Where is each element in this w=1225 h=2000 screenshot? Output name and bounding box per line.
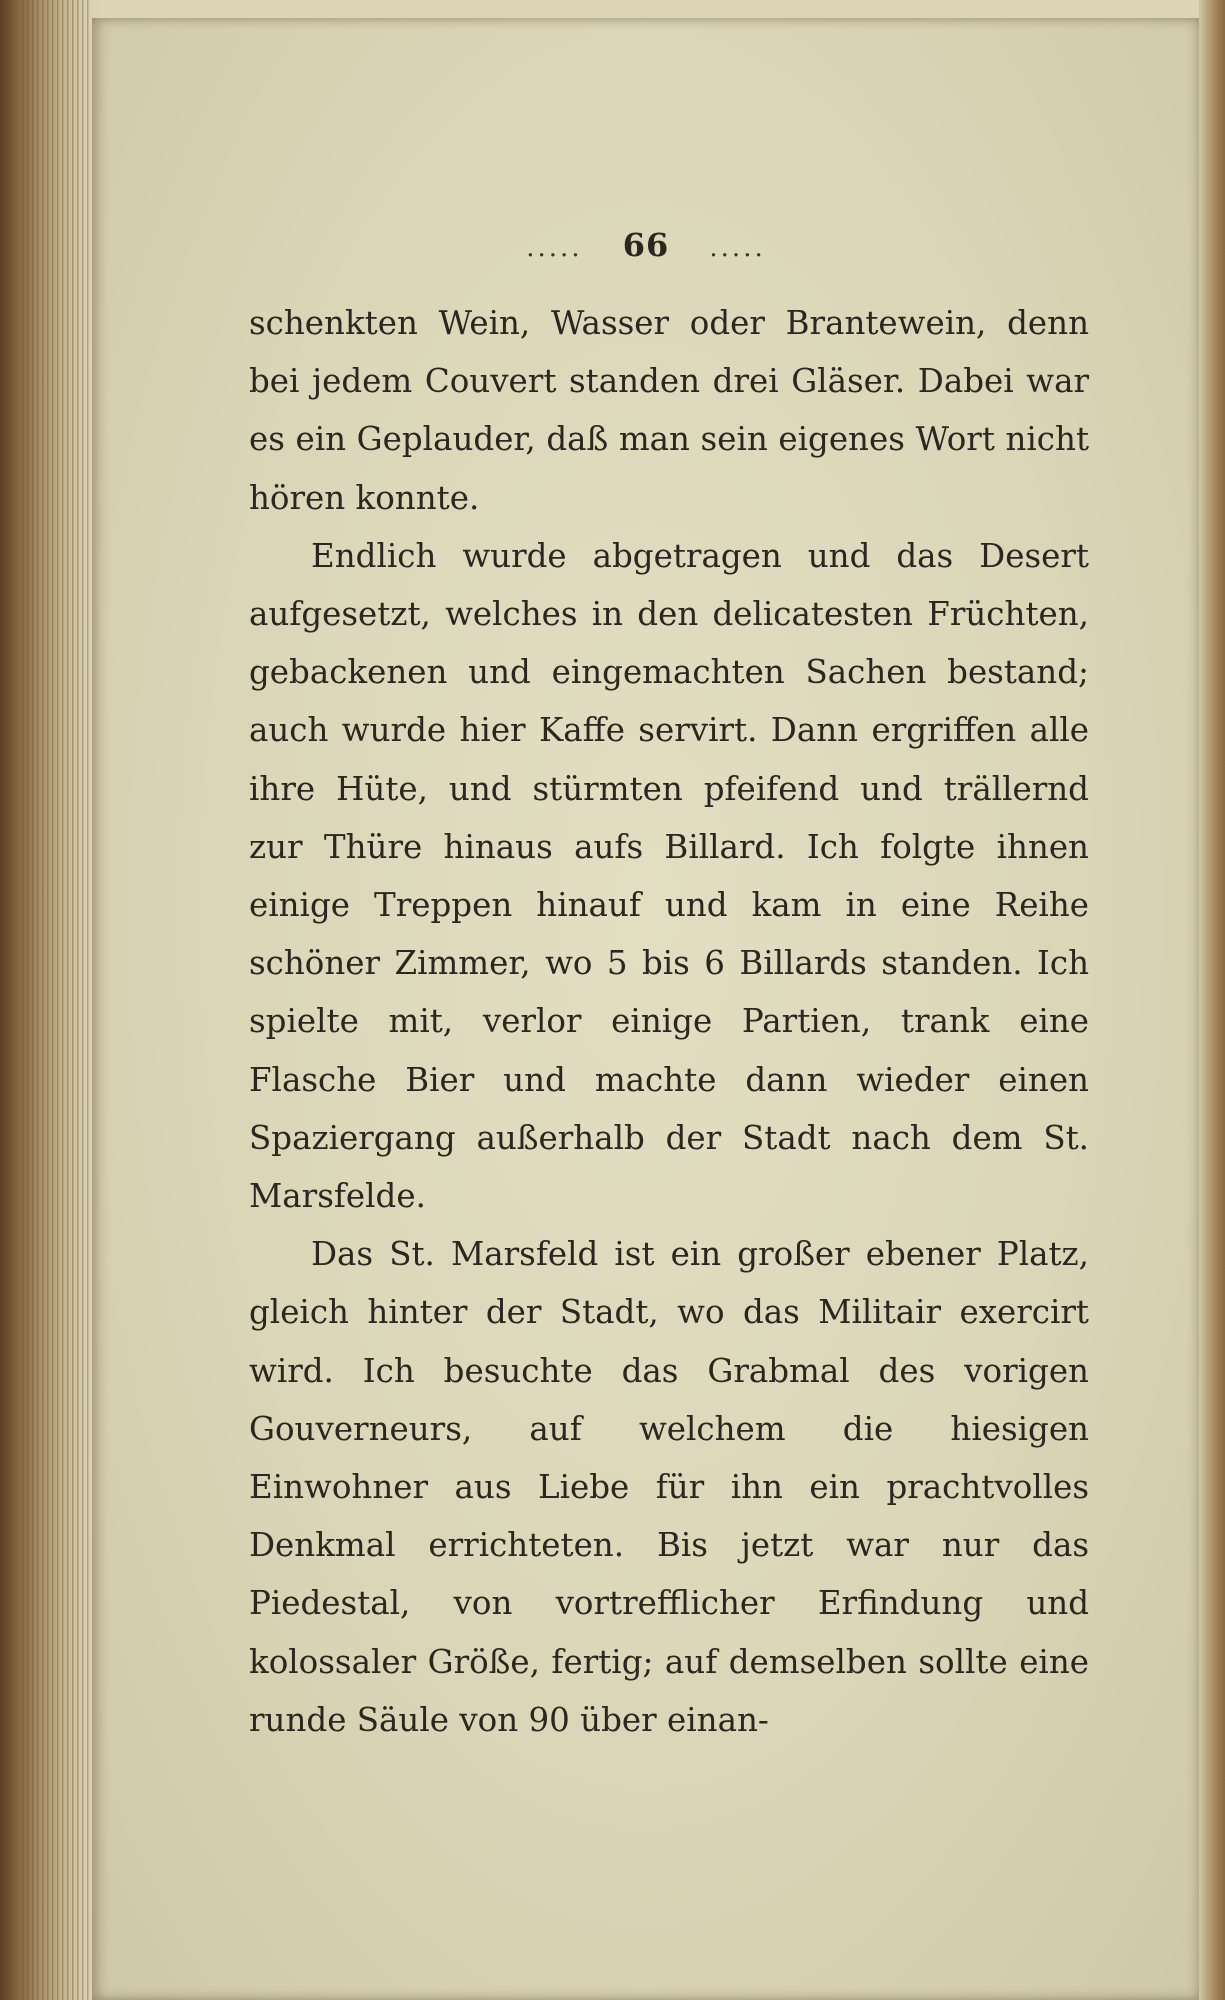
book-page: [92, 18, 1200, 2000]
body-text: [249, 294, 1089, 1749]
paragraph: Endlich wurde abgetragen und das Desert aufgesetzt, welches in den delicatesten Früchten, gebackenen und eingemachten Sachen bestand; auch wurde hier Kaffe servirt. Dann ergriffen alle ihre Hüte, und stürmten pfeifend und trällernd zur Thüre hinaus aufs Billard. Ich folgte ihnen einige Treppen hinauf und kam in eine Reihe schöner Zimmer, wo 5 bis 6 Billards standen. Ich spielte mit, verlor einige Partien, trank eine Flasche Bier und machte dann wieder einen Spaziergang außerhalb der Stadt nach dem St. Marsfelde.: [249, 536, 1089, 1216]
header-dots-left: .....: [526, 233, 583, 263]
paragraph: Das St. Marsfeld ist ein großer ebener Platz, gleich hinter der Stadt, wo das Militair exercirt wird. Ich besuchte das Grabmal des vorigen Gouverneurs, auf welchem die hiesigen Einwohner aus Liebe für ihn ein prachtvolles Denkmal errichteten. Bis jetzt war nur das Piedestal, von vortrefflicher Erfindung und kolossaler Größe, fertig; auf demselben sollte eine runde Säule von 90 über einan-: [249, 1235, 1089, 1739]
page-right-edge: [1199, 0, 1225, 2000]
page-edges: [22, 0, 92, 2000]
page-number: 66: [622, 226, 670, 264]
paragraph: schenkten Wein, Wasser oder Brantewein, denn bei jedem Couvert standen drei Gläser. Dabei war es ein Geplauder, daß man sein eigenes Wort nicht hören konnte.: [249, 304, 1089, 517]
header-dots-right: .....: [709, 233, 766, 263]
page-header: [92, 226, 1200, 264]
